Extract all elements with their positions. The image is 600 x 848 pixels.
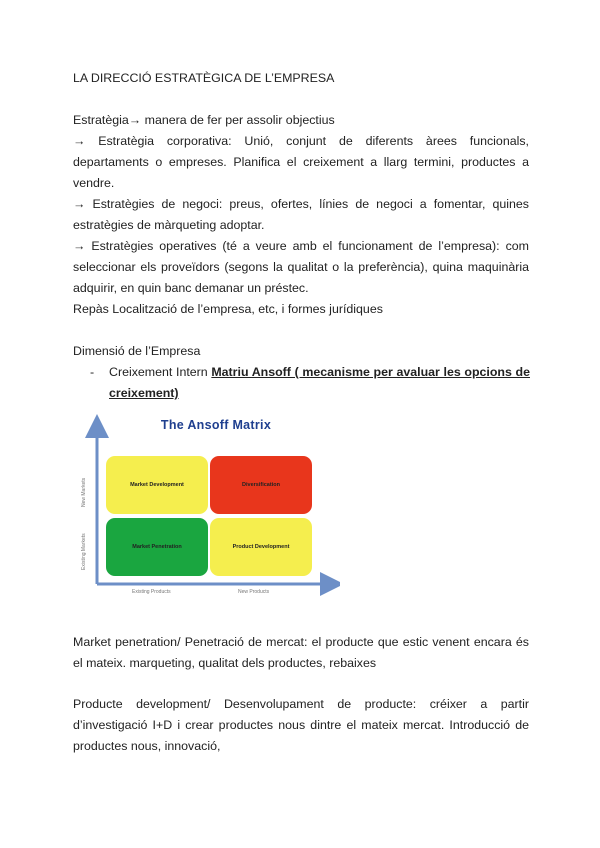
y-label-new-markets: New Markets — [81, 477, 87, 507]
strategy-operational: → Estratègies operatives (té a veure amb el funcionament de l’empresa): com seleccionar els proveïdors (segons la qualitat o la preferència), quina maquinària adquirir, en quin banc demanar un préstec. — [73, 239, 529, 295]
bullet-prefix: Creixement Intern — [109, 365, 212, 379]
strategy-definition: Estratègia→ manera de fer per assolir objectius — [73, 113, 335, 127]
document-title: LA DIRECCIÓ ESTRATÈGICA DE L’EMPRESA — [73, 71, 335, 85]
quadrant-diversification: Diversification — [210, 456, 312, 514]
x-label-existing-products: Existing Products — [132, 589, 171, 595]
company-dimension-heading: Dimensió de l’Empresa — [73, 344, 201, 358]
bullet-text — [109, 362, 530, 404]
bullet-dash: - — [90, 365, 95, 379]
market-penetration-paragraph: Market penetration/ Penetració de mercat: el producte que estic venent encara és el mateix. marqueting, qualitat dels productes, rebaixes — [73, 635, 529, 670]
review-paragraph: Repàs Localització de l’empresa, etc, i formes jurídiques — [73, 302, 383, 316]
quadrant-market-penetration: Market Penetration — [106, 518, 208, 576]
strategy-corporate: → Estratègia corporativa: Unió, conjunt de diferents àrees funcionals, departaments o empreses. Planifica el creixement a llarg termini, productes a vendre. — [73, 134, 529, 190]
ansoff-matrix-figure — [80, 412, 340, 602]
quadrant-product-development: Product Development — [210, 518, 312, 576]
bullet-bold-text: Matriu Ansoff ( mecanisme per avaluar les opcions de creixement) — [109, 365, 530, 400]
strategy-business: → Estratègies de negoci: preus, ofertes, línies de negoci a fomentar, quines estratègies de màrqueting adoptar. — [73, 197, 529, 232]
quadrant-market-development: Market Development — [106, 456, 208, 514]
y-label-existing-markets: Existing Markets — [81, 533, 87, 570]
strategies-section — [73, 110, 529, 299]
product-development-paragraph: Producte development/ Desenvolupament de producte: créixer a partir d’investigació I+D i crear productes nous dintre el mateix mercat. Introducció de productes nous, innovació, — [73, 697, 529, 753]
ansoff-title: The Ansoff Matrix — [160, 418, 272, 432]
x-label-new-products: New Products — [238, 589, 270, 595]
